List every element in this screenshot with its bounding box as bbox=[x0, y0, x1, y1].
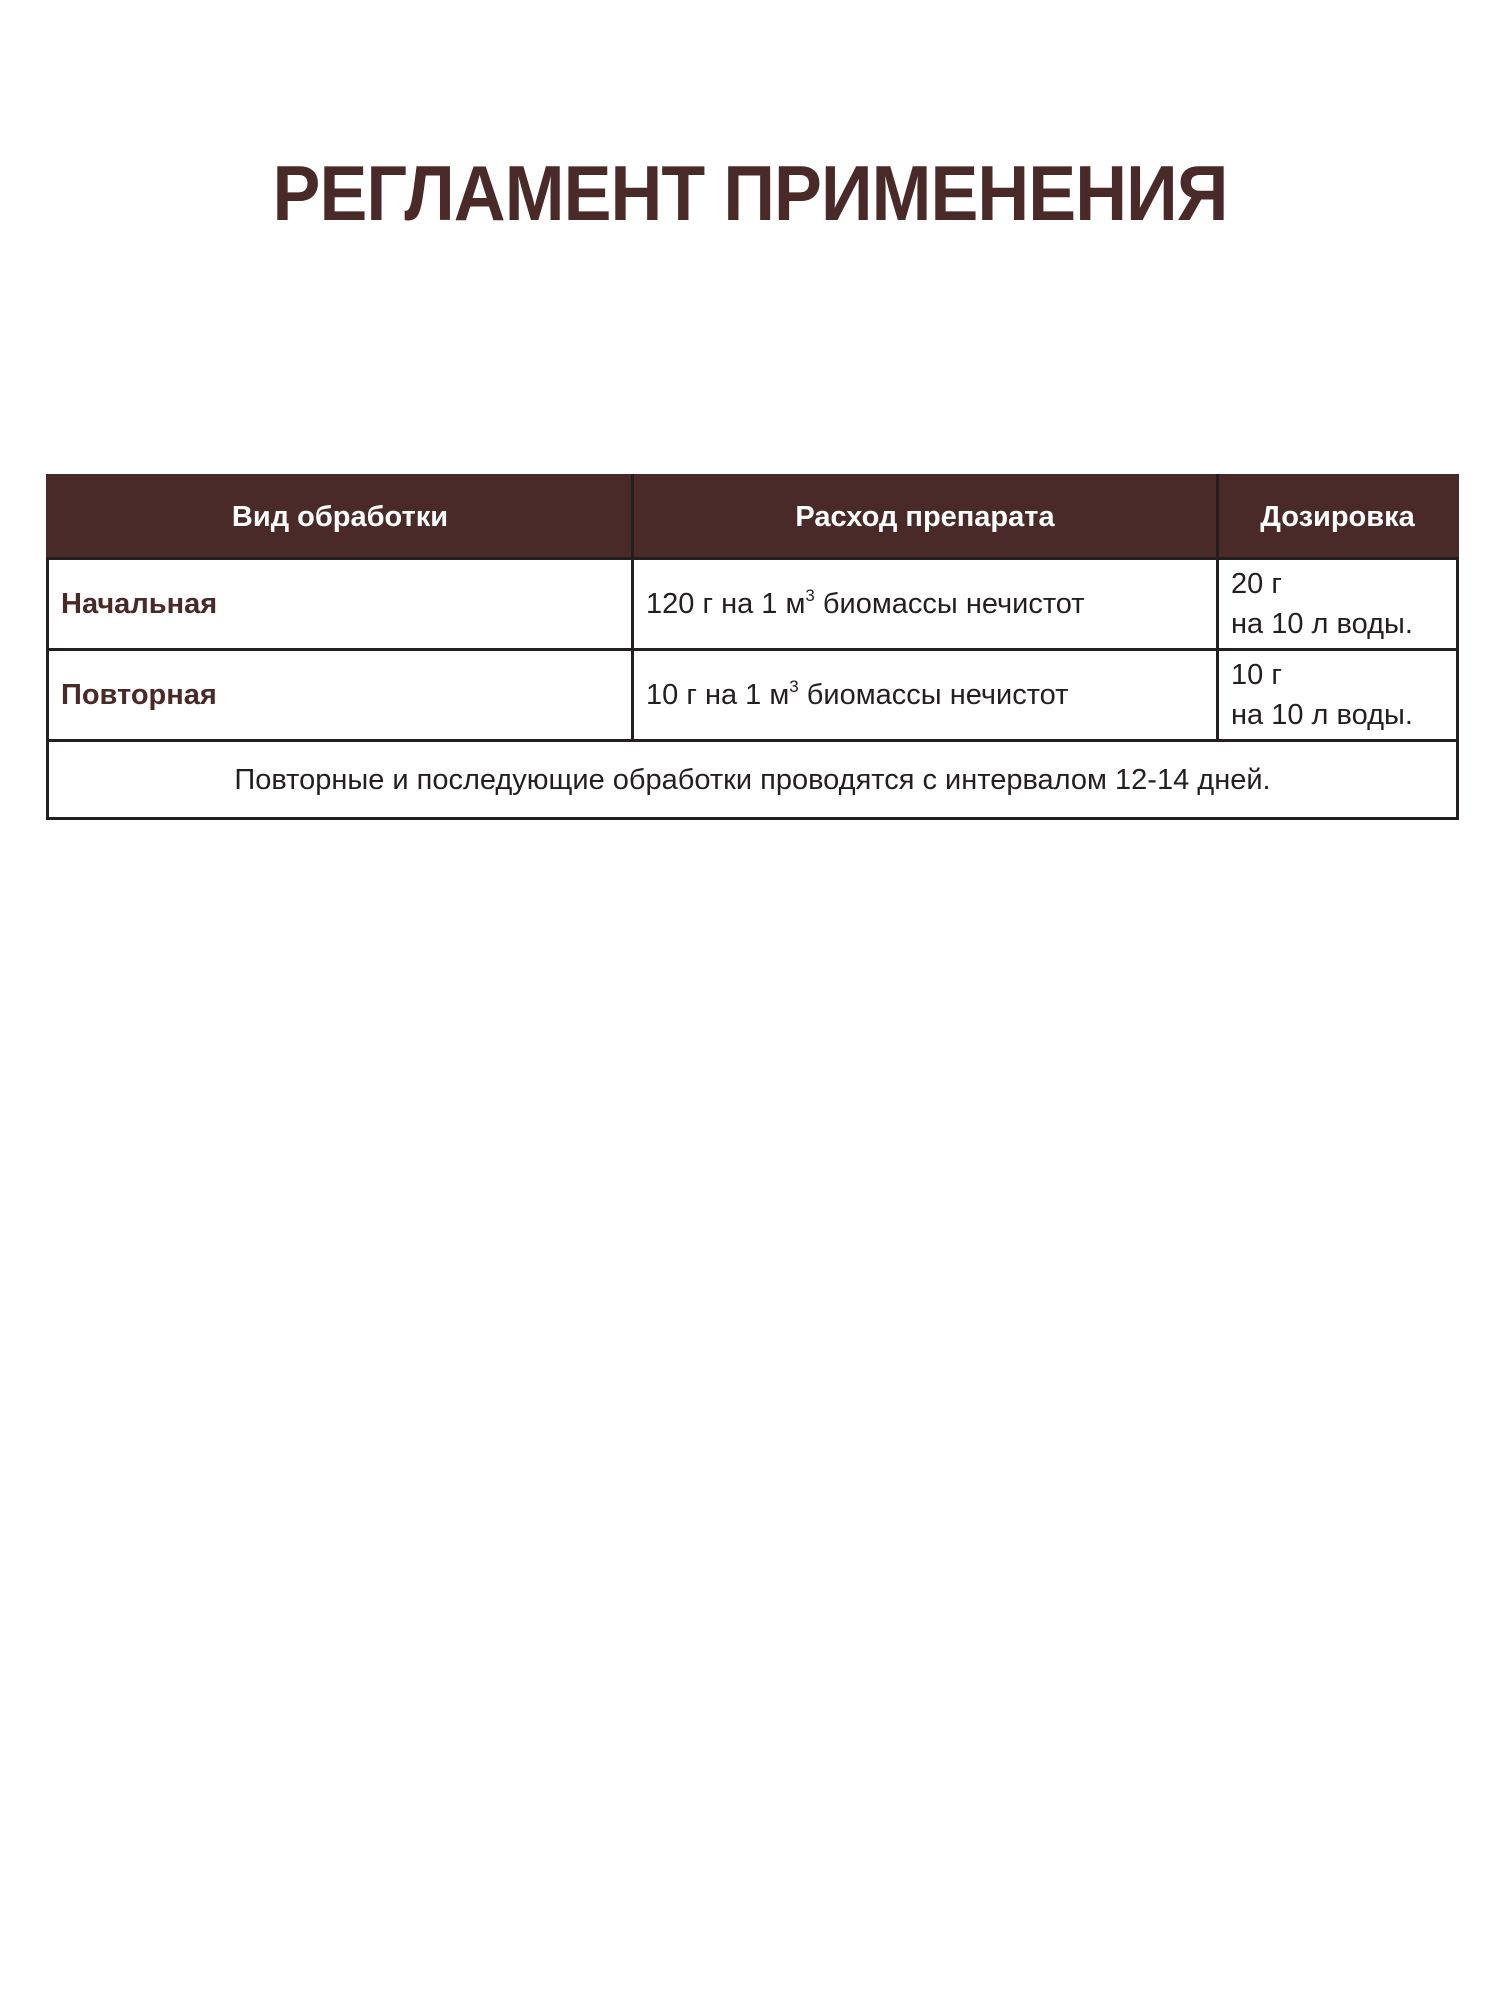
treatment-type-cell: Начальная bbox=[48, 559, 633, 650]
table-note-row bbox=[48, 741, 1458, 819]
consumption-tail: биомассы нечистот bbox=[798, 679, 1069, 711]
consumption-tail: биомассы нечистот bbox=[814, 588, 1085, 620]
unit-superscript: 3 bbox=[805, 586, 815, 605]
header-dosage: Дозировка bbox=[1218, 476, 1458, 559]
application-table bbox=[46, 474, 1459, 820]
dosage-cell bbox=[1218, 650, 1458, 741]
table-row bbox=[48, 650, 1458, 741]
consumption-cell bbox=[633, 650, 1218, 741]
treatment-type-cell: Повторная bbox=[48, 650, 633, 741]
page-title: РЕГЛАМЕНТ ПРИМЕНЕНИЯ bbox=[272, 149, 1228, 237]
unit-superscript: 3 bbox=[789, 677, 799, 696]
dosage-water: на 10 л воды. bbox=[1231, 608, 1413, 640]
dosage-cell bbox=[1218, 559, 1458, 650]
table-row bbox=[48, 559, 1458, 650]
header-consumption: Расход препарата bbox=[633, 476, 1218, 559]
table-header-row bbox=[48, 476, 1458, 559]
dosage-amount: 20 г bbox=[1231, 568, 1282, 600]
interval-note: Повторные и последующие обработки проводятся с интервалом 12-14 дней. bbox=[48, 741, 1458, 819]
dosage-water: на 10 л воды. bbox=[1231, 699, 1413, 731]
header-treatment-type: Вид обработки bbox=[48, 476, 633, 559]
consumption-text: 10 г на 1 м bbox=[646, 679, 790, 711]
consumption-text: 120 г на 1 м bbox=[646, 588, 806, 620]
consumption-cell bbox=[633, 559, 1218, 650]
dosage-amount: 10 г bbox=[1231, 659, 1282, 691]
